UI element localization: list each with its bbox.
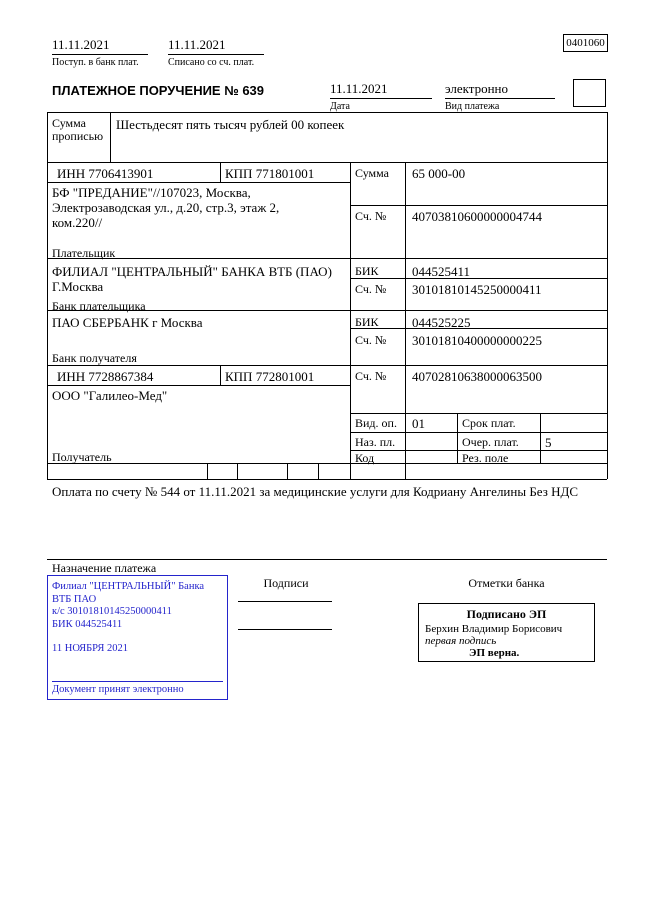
stamp-date: 11 НОЯБРЯ 2021 <box>52 643 128 654</box>
payer-account: 40703810600000004744 <box>412 209 542 224</box>
grid-line <box>457 413 458 463</box>
grid-line <box>47 479 607 480</box>
payer-bank-account-label: Сч. № <box>355 282 387 296</box>
beneficiary-bank-account-label: Сч. № <box>355 333 387 347</box>
beneficiary-bank-bik: 044525225 <box>412 315 471 330</box>
op-kind-label: Вид. оп. <box>355 416 397 430</box>
grid-line <box>237 463 238 479</box>
stamp-corr-account: к/с 30101810145250000411 <box>52 606 172 617</box>
grid-line <box>350 328 607 329</box>
reserve-field-label: Рез. поле <box>462 451 509 465</box>
payer-bank-bik-label: БИК <box>355 264 379 278</box>
payer-bank-section-label: Банк плательщика <box>52 299 146 313</box>
stamp-note: Документ принят электронно <box>52 681 223 697</box>
grid-line <box>607 112 608 479</box>
stamp-bank-name-line2: ВТБ ПАО <box>52 593 97 605</box>
document-date: 11.11.2021 <box>330 81 432 99</box>
grid-line <box>350 413 607 414</box>
beneficiary-bank-account: 30101810400000000225 <box>412 333 542 348</box>
grid-line <box>47 365 607 366</box>
grid-line <box>47 112 48 479</box>
code-label: Код <box>355 451 375 465</box>
payment-kind: электронно <box>445 81 555 99</box>
payer-kpp: КПП 771801001 <box>225 166 315 181</box>
grid-line <box>220 162 221 182</box>
priority-value: 5 <box>545 435 552 450</box>
signatures-label: Подписи <box>263 576 309 590</box>
signature-line-2 <box>238 629 332 630</box>
sum-label: Сумма <box>355 166 389 180</box>
debited-date: 11.11.2021 <box>168 37 264 55</box>
grid-line <box>47 385 350 386</box>
grid-line <box>350 432 607 433</box>
signer-name: Берхин Владимир Борисович <box>425 623 563 635</box>
payer-name: БФ "ПРЕДАНИЕ"//107023, Москва, Электрозаводская ул., д.20, стр.3, этаж 2, ком.220// <box>52 185 280 230</box>
grid-line <box>110 112 111 162</box>
grid-line <box>47 182 350 183</box>
stamp-bik: БИК 044525411 <box>52 618 123 630</box>
grid-line <box>287 463 288 479</box>
document-title: ПЛАТЕЖНОЕ ПОРУЧЕНИЕ № 639 <box>52 83 265 98</box>
status-box <box>573 79 606 107</box>
grid-line <box>47 162 607 163</box>
beneficiary-section-label: Получатель <box>52 450 112 464</box>
beneficiary-account: 40702810638000063500 <box>412 369 542 384</box>
payer-bank-account: 30101810145250000411 <box>412 282 542 297</box>
signature-verified: ЭП верна. <box>469 647 520 659</box>
purpose-label: Назначение платежа <box>52 561 157 575</box>
amount-words-label: Сумма прописью <box>52 116 104 143</box>
grid-line <box>220 365 221 385</box>
beneficiary-bank-bik-label: БИК <box>355 315 379 329</box>
grid-line <box>540 413 541 463</box>
op-kind-value: 01 <box>412 416 425 431</box>
beneficiary-inn: ИНН 7728867384 <box>57 369 154 384</box>
priority-label: Очер. плат. <box>462 435 519 449</box>
payer-bank-name: ФИЛИАЛ "ЦЕНТРАЛЬНЫЙ" БАНКА ВТБ (ПАО) Г.Москва <box>52 264 332 294</box>
signature-stamp <box>418 603 595 662</box>
signature-stamp-title: Подписано ЭП <box>466 607 547 621</box>
payer-bank-bik: 044525411 <box>412 264 471 279</box>
form-code-box: 0401060 <box>563 34 608 52</box>
grid-line <box>47 112 607 113</box>
signature-line-1 <box>238 601 332 602</box>
grid-line <box>405 162 406 479</box>
beneficiary-bank-section-label: Банк получателя <box>52 351 137 365</box>
beneficiary-bank-name: ПАО СБЕРБАНК г Москва <box>52 315 203 330</box>
grid-line <box>350 205 607 206</box>
beneficiary-name: ООО "Галилео-Мед" <box>52 388 168 403</box>
received-date: 11.11.2021 <box>52 37 148 55</box>
payer-inn: ИНН 7706413901 <box>57 166 154 181</box>
received-date-label: Поступ. в банк плат. <box>52 57 139 68</box>
beneficiary-kpp: КПП 772801001 <box>225 369 315 384</box>
due-date-label: Срок плат. <box>462 416 516 430</box>
grid-line <box>47 258 607 259</box>
purpose-underline <box>47 559 607 560</box>
grid-line <box>207 463 208 479</box>
payer-account-label: Сч. № <box>355 209 387 223</box>
amount-words: Шестьдесят пять тысяч рублей 00 копеек <box>116 117 345 132</box>
purpose-code-label: Наз. пл. <box>355 435 396 449</box>
bank-marks-label: Отметки банка <box>468 576 545 590</box>
document-date-label: Дата <box>330 101 350 112</box>
stamp-bank-name-line1: Филиал "ЦЕНТРАЛЬНЫЙ" Банка <box>52 581 205 592</box>
debited-date-label: Списано со сч. плат. <box>168 57 255 68</box>
payment-kind-label: Вид платежа <box>445 101 500 112</box>
signature-role: первая подпись <box>425 635 497 647</box>
grid-line <box>350 278 607 279</box>
sum-value: 65 000-00 <box>412 166 466 181</box>
payer-section-label: Плательщик <box>52 246 116 260</box>
beneficiary-account-label: Сч. № <box>355 369 387 383</box>
bank-acceptance-stamp <box>47 575 228 700</box>
payment-purpose: Оплата по счету № 544 от 11.11.2021 за медицинские услуги для Кодриану Ангелины Без НДС <box>52 484 579 499</box>
grid-line <box>47 463 607 464</box>
grid-line <box>318 463 319 479</box>
